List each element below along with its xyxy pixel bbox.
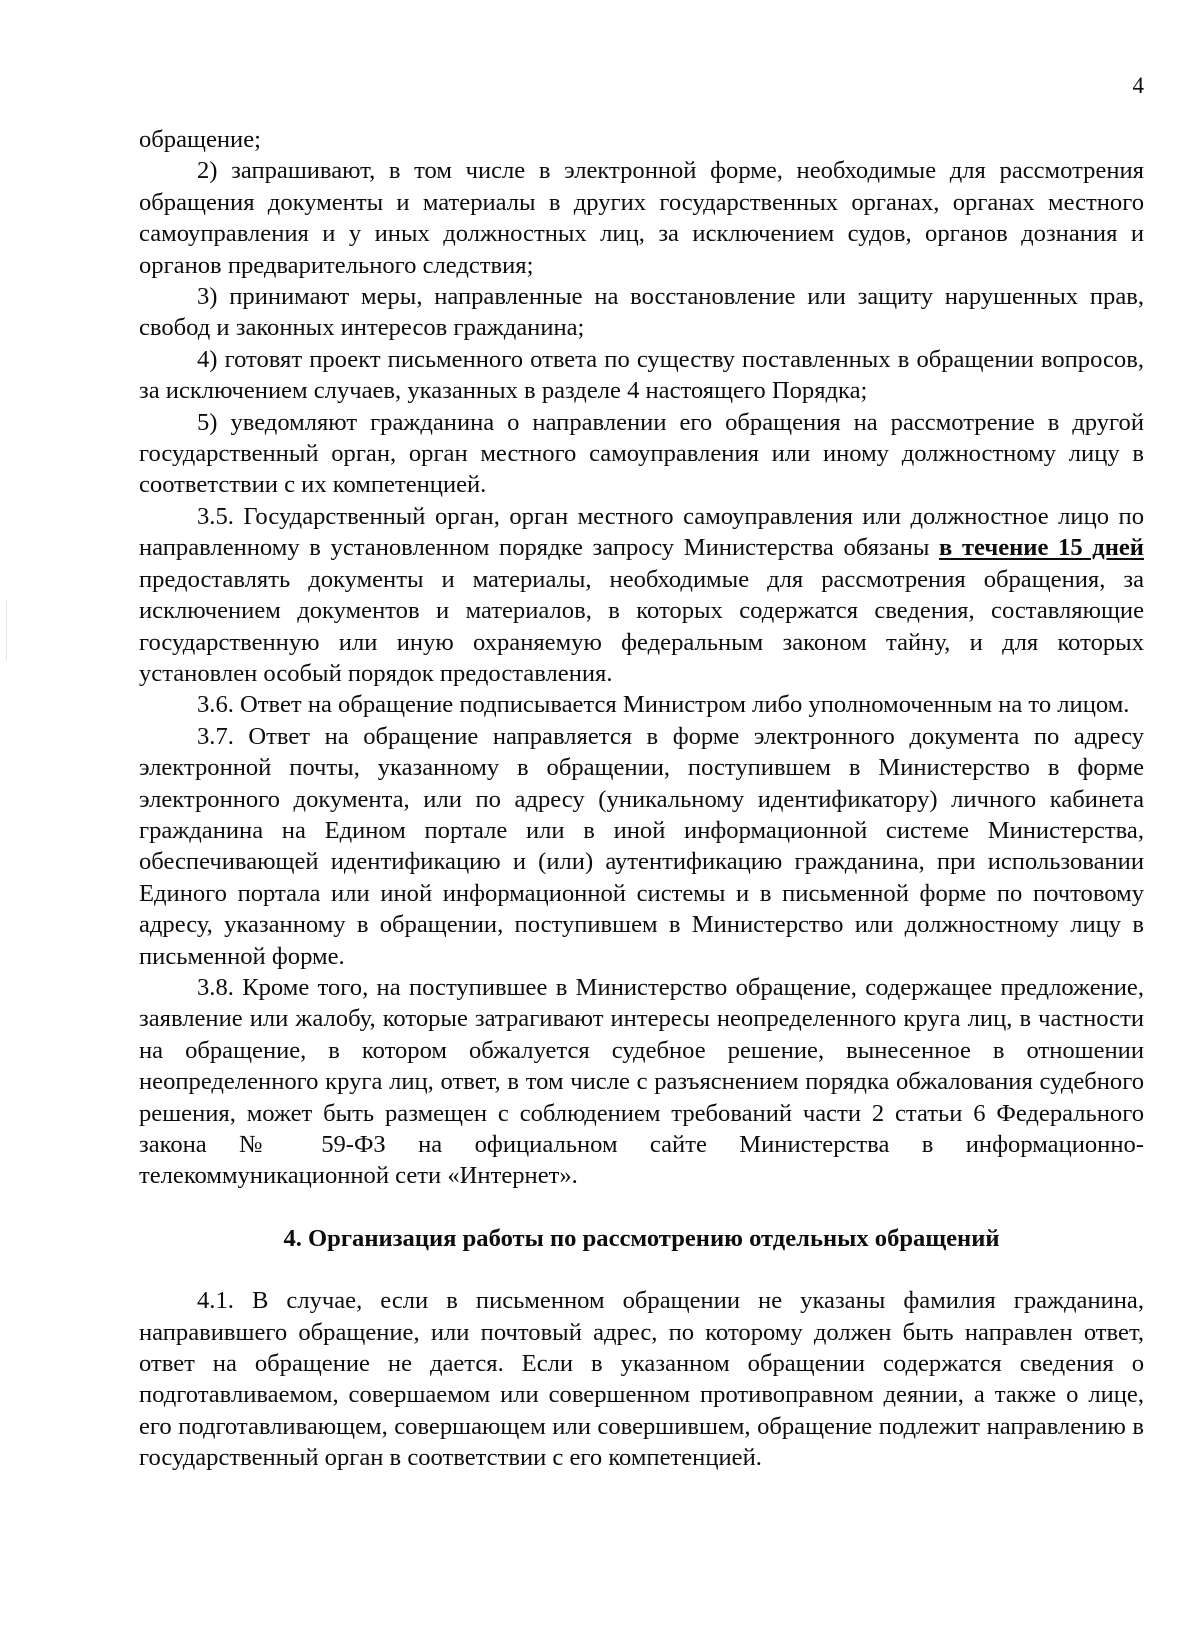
- list-item-3: 3) принимают меры, направленные на восстановление или защиту нарушенных прав, свобод и законных интересов гражданина;: [139, 283, 1144, 342]
- document-body: [139, 124, 1144, 1474]
- scan-edge-mark: [6, 600, 7, 660]
- deadline-emphasis: в течение 15 дней: [939, 534, 1144, 562]
- paragraph-3-5-after: предоставлять документы и материалы, необходимые для рассмотрения обращения, за исключением документов и материалов, в которых содержатся сведения, составляющие государственную или иную охраняемую федеральным законом тайну, и для которых установлен особый порядок предоставления.: [139, 565, 1144, 687]
- page-number: 4: [1132, 73, 1144, 98]
- paragraph-3-7: 3.7. Ответ на обращение направляется в форме электронного документа по адресу электронной почты, указанному в обращении, поступившем в Министерство в форме электронного документа, или по адресу (уникальному идентификатору) личного кабинета гражданина на Едином портале или в иной информационной системе Министерства, обеспечивающей идентификацию и (или) аутентификацию гражданина, при использовании Единого портала или иной информационной системы и в письменной форме по почтовому адресу, указанному в обращении, поступившем в Министерство или должностному лицу в письменной форме.: [139, 722, 1144, 970]
- paragraph-4-1: 4.1. В случае, если в письменном обращении не указаны фамилия гражданина, направившего обращение, или почтовый адрес, по которому должен быть направлен ответ, ответ на обращение не дается. Если в указанном обращении содержатся сведения о подготавливаемом, совершаемом или совершенном противоправном деянии, а также о лице, его подготавливающем, совершающем или совершившем, обращение подлежит направлению в государственный орган в соответствии с его компетенцией.: [139, 1287, 1144, 1472]
- paragraph-3-5-before: 3.5. Государственный орган, орган местного самоуправления или должностное лицо по направленному в установленном порядке запросу Министерства обязаны: [139, 502, 1144, 562]
- paragraph-3-6: 3.6. Ответ на обращение подписывается Министром либо уполномоченным на то лицом.: [197, 691, 1130, 719]
- list-item-5: 5) уведомляют гражданина о направлении его обращения на рассмотрение в другой государственный орган, орган местного самоуправления или иному должностному лицу в соответствии с их компетенцией.: [139, 408, 1144, 499]
- list-item-2: 2) запрашивают, в том числе в электронной форме, необходимые для рассмотрения обращения документы и материалы в других государственных органах, органах местного самоуправления и у иных должностных лиц, за исключением судов, органов дознания и органов предварительного следствия;: [139, 157, 1144, 279]
- paragraph-3-5: [139, 501, 1144, 689]
- paragraph-3-8: 3.8. Кроме того, на поступившее в Министерство обращение, содержащее предложение, заявление или жалобу, которые затрагивают интересы неопределенного круга лиц, в частности на обращение, в котором обжалуется судебное решение, вынесенное в отношении неопределенного круга лиц, ответ, в том числе с разъяснением порядка обжалования судебного решения, может быть размещен с соблюдением требований части 2 статьи 6 Федерального закона № 59-ФЗ на официальном сайте Министерства в информационно-телекоммуникационной сети «Интернет».: [139, 973, 1144, 1190]
- list-item-4: 4) готовят проект письменного ответа по существу поставленных в обращении вопросов, за исключением случаев, указанных в разделе 4 настоящего Порядка;: [139, 345, 1144, 405]
- paragraph-continuation: обращение;: [139, 126, 261, 153]
- section-heading: 4. Организация работы по рассмотрению отдельных обращений: [283, 1224, 1000, 1252]
